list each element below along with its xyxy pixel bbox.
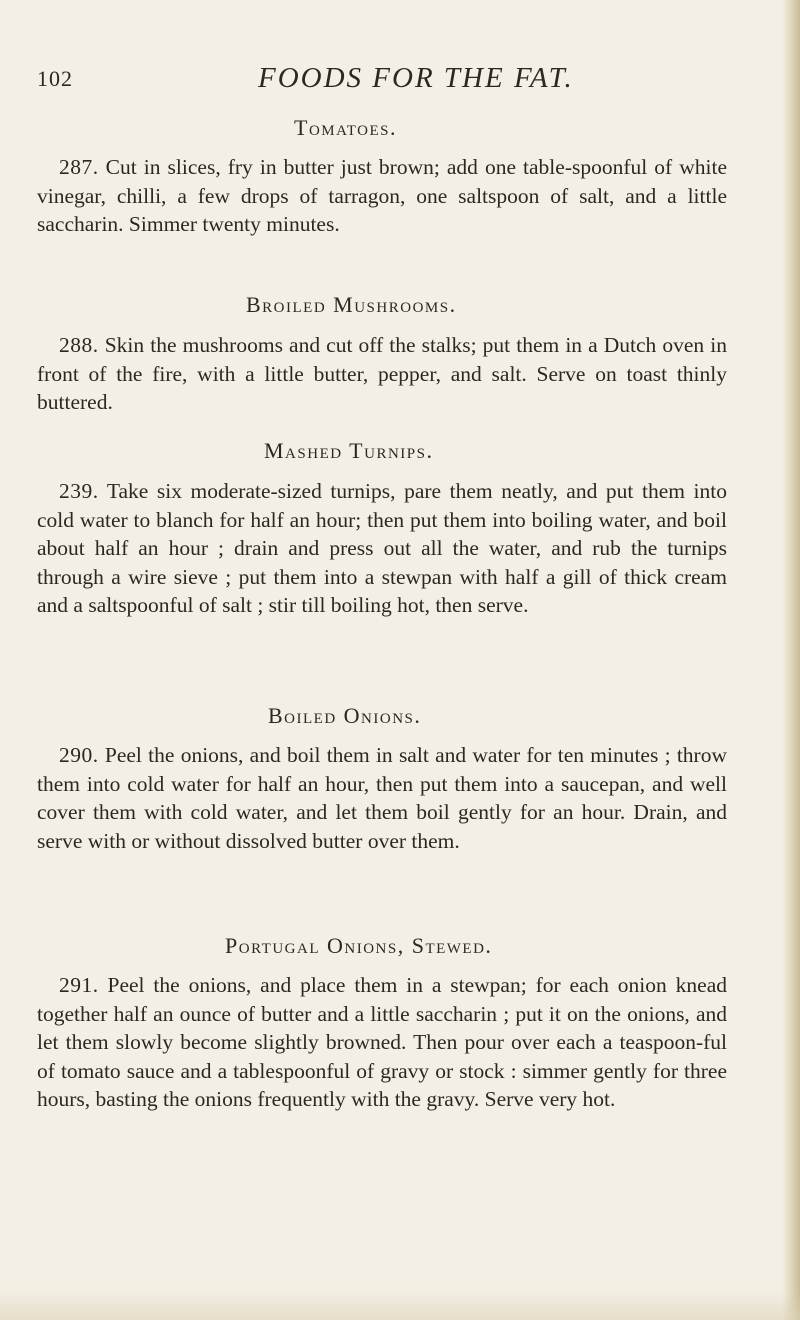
recipe-number: 290.: [59, 743, 99, 767]
recipe-paragraph-288: [37, 331, 727, 417]
recipe-text: Peel the onions, and place them in a stewpan; for each onion knead together half an ounce of butter and a little saccharin ; put it on the onions, and let them slowly become slightly browned. Then pour over each a teaspoon-ful of tomato sauce and a tablespoonful of gravy or stock : simmer gently for three hours, basting the onions frequently with the gravy. Serve very hot.: [37, 973, 727, 1111]
recipe-number: 288.: [59, 333, 99, 357]
section-heading-broiled-mushrooms: Broiled Mushrooms.: [246, 292, 457, 317]
recipe-number: 291.: [59, 973, 99, 997]
section-heading-mashed-turnips: Mashed Turnips.: [264, 438, 434, 463]
recipe-paragraph-287: [37, 153, 727, 239]
section-heading-tomatoes: Tomatoes.: [294, 115, 398, 140]
recipe-paragraph-290: [37, 741, 727, 855]
page-bottom-shadow: [0, 1290, 800, 1320]
recipe-number: 239.: [59, 479, 99, 503]
running-title: FOODS FOR THE FAT.: [258, 62, 574, 94]
recipe-paragraph-239: [37, 477, 727, 620]
recipe-number: 287.: [59, 155, 99, 179]
section-heading-portugal-onions-stewed: Portugal Onions, Stewed.: [225, 933, 493, 958]
recipe-text: Cut in slices, fry in butter just brown; add one table-spoonful of white vinegar, chilli, a few drops of tarragon, one saltspoon of salt, and a little saccharin. Simmer twenty minutes.: [37, 155, 728, 236]
running-head: [0, 62, 800, 100]
recipe-text: Skin the mushrooms and cut off the stalks; put them in a Dutch oven in front of the fire, with a little butter, pepper, and salt. Serve on toast thinly buttered.: [37, 333, 728, 414]
page-edge-shadow: [782, 0, 800, 1320]
section-heading-boiled-onions: Boiled Onions.: [268, 703, 422, 728]
recipe-text: Take six moderate-sized turnips, pare them neatly, and put them into cold water to blanch for half an hour; then put them into boiling water, and boil about half an hour ; drain and press out all the water, and rub the turnips through a wire sieve ; put them into a stewpan with half a gill of thick cream and a saltspoonful of salt ; stir till boiling hot, then serve.: [37, 479, 727, 617]
recipe-text: Peel the onions, and boil them in salt and water for ten minutes ; throw them into cold water for half an hour, then put them into a saucepan, and well cover them with cold water, and let them boil gently for an hour. Drain, and serve with or without dissolved butter over them.: [37, 743, 727, 853]
page-number: 102: [37, 66, 73, 91]
recipe-paragraph-291: [37, 971, 727, 1114]
